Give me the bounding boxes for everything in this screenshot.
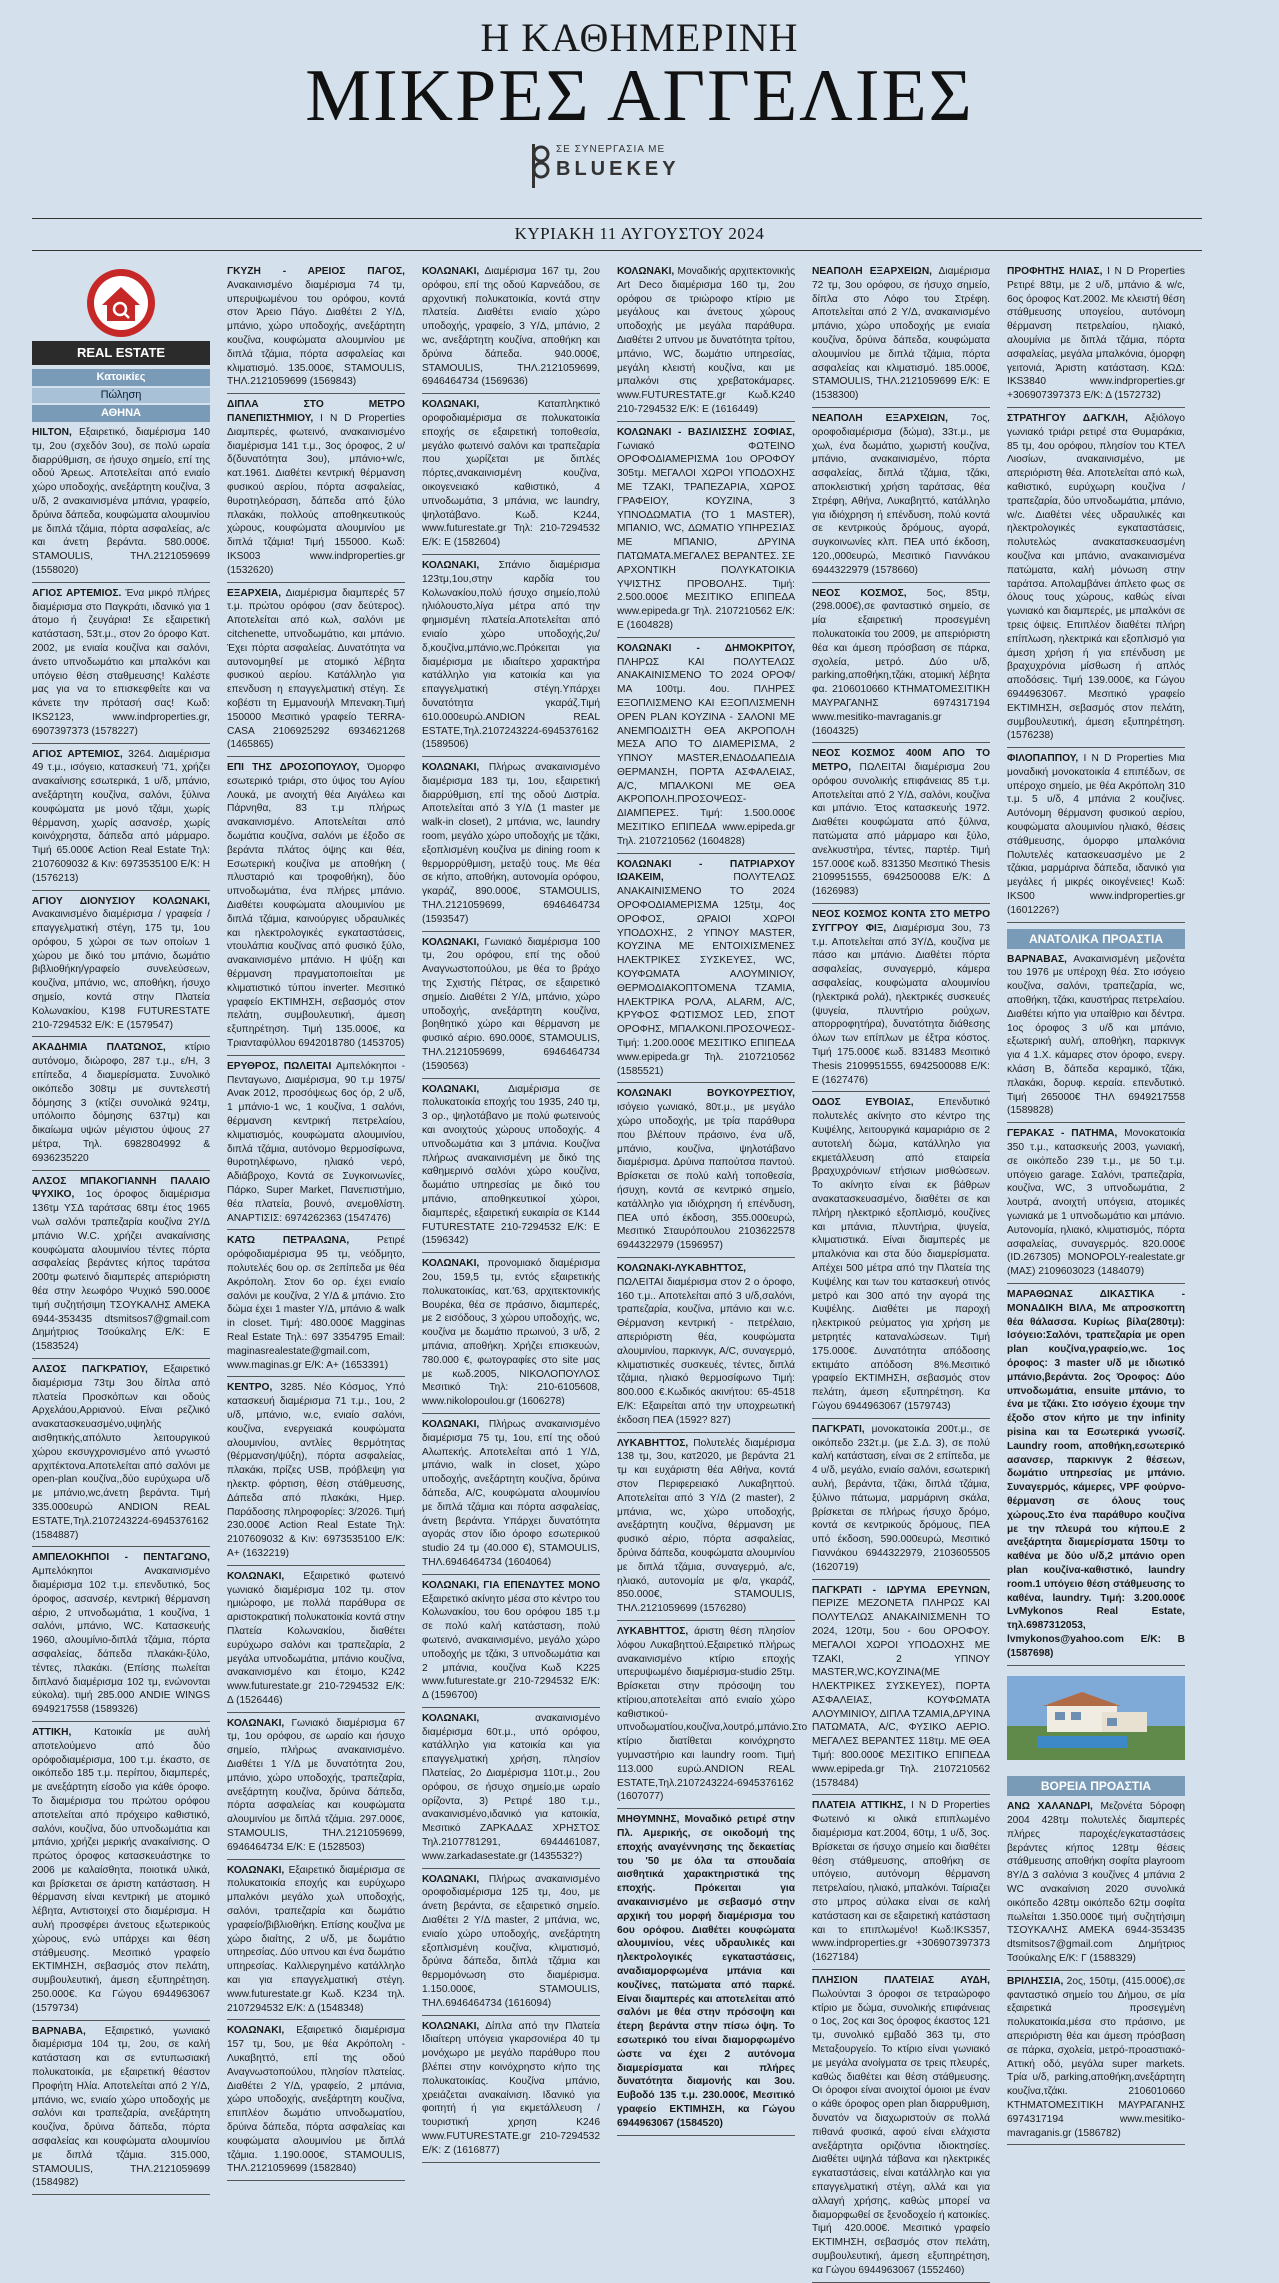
ad-text: Μεζονέτα 5όροφη 2004 428τμ πολυτελές διαμπερές πλήρες παροχές/εγκαταστάσεις βεράντες κήπος 128τμ θέσεις στάθμευσης αποθήκη σοφίτα playroom 8Υ/Δ 3 σαλόνια 3 κουζίνες 4 μπάνια 2 WC ανακαίνιση 2020 συνολικά οικόπεδο 428τμ οικόπεδο 62τμ σοφίτα πωλείται 1.350.000€ τιμή συζητήσιμη ΤΣΟΥΚΑΛΗΣ ΑΜΕΚΑ 6944-353435 dtsmitsos7@gmail.com Δημήτριος Τσούκαλης Ε/Κ: Γ (1588329) <box>1007 1801 1185 1965</box>
ad-text: προνομιακό διαμέρισμα 2ου, 159,5 τμ, εντός εξαιρετικής πολυκατοικίας, κατ.'63, αρχιτεκτονικής Βουρέκα, θέα σε πράσινο, διαμπερές, με 2 εισόδους, 3 χώρου υποδοχής, wc, κουζίνα με δωμάτιο πρωινού, 3 υ/δ, 2 μπάνια, αποθήκη. Χρήζει επισκευών, 780.000 €, φωτογραφίες στο site μας με κωδ.2005, ΝΙΚΟΛΟΠΟΥΛΟΣ Μεσιτικό Τηλ: 210-6105608, www.nikolopoulou.gr (1606278) <box>422 1258 600 1408</box>
ad-location: ΚΟΛΩΝΑΚΙ, ΓΙΑ ΕΠΕΝΔΥΤΕΣ ΜΟΝΟ <box>422 1579 600 1591</box>
ad-location: ΠΡΟΦΗΤΗΣ ΗΛΙΑΣ, <box>1007 266 1103 277</box>
classified-ad <box>812 1974 990 2283</box>
ad-text: ανακαινισμένο διαμέρισμα 60τ.μ., υπό ορόφου, κατάλληλο για κατοικία και για επαγγελματική χρήση, πλησίον Πλατείας, 2ο Διαμέρισμα 110τ.μ., 2ου ορόφου, σε ήσυχο σημείο,με ωραίο ορίζοντα, 3) Ρετιρέ 180 τ.μ., ανακαινισμένο,ιδανικό για κατοικία, Μεσιτικό ΖΑΡΚΑΔΑΣ ΧΡΗΣΤΟΣ Τηλ.2107781291, 6944461087, www.zarkadasestate.gr (1435532?) <box>422 1712 600 1862</box>
ad-text: Μοναδικής αρχιτεκτονικής Art Deco διαμέρισμα 160 τμ, 2ου ορόφου σε τριώροφο κτίριο με μεγάλους και άνετους χώρους υποδοχής με μεγάλα παράθυρα. Διαθέτει 2 υπνου με δυνατότητα τρίτου, μπάνιο, WC, δωμάτιο υπηρεσίας, μεγάλη κλειστή κουζίνα, και με μπαλκόνι στις χρεβατοκάμαρες. www.FUTURESTATE.gr Κωδ.K240 210-7294532 Ε/Κ: Ε (1616449) <box>617 266 795 415</box>
classified-ad <box>812 908 990 1092</box>
ad-text: κτίριο αυτόνομο, διώροφο, 287 τ.μ., ε/Η, 3 επίπεδα, 4 διαμερίσματα. Συνολικό οικόπεδο 308τμ με συντελεστή δόμησης 3 (κτίζει συνολικά 924τμ, υπόλοιπο δόμησης 637τμ) και δικαίωμα υψών μέγιστου ύψους 27 μέτρα, Τηλ. 6982804992 & 6936235220 <box>32 1042 210 1164</box>
ad-location: ΑΜΠΕΛΟΚΗΠΟΙ - ΠΕΝΤΑΓΩΝΟ, <box>32 1552 210 1564</box>
classified-ad <box>32 748 210 891</box>
ad-location: ΚΟΛΩΝΑΚΙ, <box>422 762 480 774</box>
classified-ad <box>422 398 600 555</box>
ad-location: ΚΟΛΩΝΑΚΙ, <box>422 1873 480 1885</box>
ad-location: ΣΤΡΑΤΗΓΟΥ ΔΑΓΚΛΗ, <box>1007 412 1128 424</box>
classified-ad <box>422 1083 600 1254</box>
ad-location: ΟΔΟΣ ΕΥΒΟΙΑΣ, <box>812 1097 914 1109</box>
classified-ad <box>32 1041 210 1170</box>
ad-text: 2ος, 150τμ, (415.000€),σε φανταστικό σημείο του Δήμου, σε μία εξαιρετικά προσεγμένη πολυκατοικία,μέσα στο πράσινο, με απεριόριστη θέα και άμεση πρόσβαση σε πάρκα, σχολεία, μετρό-προαστιακό-Αττική οδό, μεγάλα super markets. Τρία υ/δ, parking,αποθήκη,ανεξάρτητη κουζίνα,τζάκι. 2106010660 ΚΤΗΜΑΤΟΜΕΣΙΤΙΚΗ ΜΑΥΡΑΓΑΝΗΣ 6974317194 www.mesitiko-mavraganis.gr (1586782) <box>1007 1975 1185 2139</box>
classified-ad <box>812 1799 990 1970</box>
ad-text: Όμορφο εσωτερικό τριάρι, στο ύψος του Αγίου Λουκά, με ανοιχτή θέα Αιγάλεω και Πάρνηθα, 83 τ.μ πλήρως ανακαινισμένο. Αποτελείται από δωμάτια κουζίνα, σαλόνι με έξοδο σε βεράντα πλάτος όψης και θέα, Εσωτερική κουζίνα με αποθήκη ( πλυσταριό και τροφοθήκη), δύο υπνοδωμάτια, ένα πλήρες μπάνιο. Διαθέτει κουφώματα αλουμινίου με διπλά τζάμια, καινούργιες υδραυλικές και ηλεκτρολογικές εγκαταστάσεις, ντουλάπια κουζίνας από φυσικό ξύλο, ανακαινισμένο μπάνιο. Η ψύξη και θέρμανση πραγματοποιείται με κλιματιστικό τύπου inverter. Μεσιτικό γραφείο ΕΚΤΙΜΗΣΗ, σεβασμός στον πελάτη, συμβουλευτική, άμεση εξυπηρέτηση. Τιμή 135.000€, κα Τριανταφύλλου 6942018780 (1453705) <box>227 762 405 1050</box>
ad-location: ΚΟΛΩΝΑΚΙ, <box>422 1418 480 1430</box>
classified-ad <box>227 1864 405 2021</box>
classified-ad <box>617 1087 795 1258</box>
ads-column-1 <box>32 265 211 2189</box>
classified-ad <box>812 587 990 744</box>
ad-location: HILTON, <box>32 427 72 438</box>
ad-location: ΚΟΛΩΝΑΚΙ, <box>422 936 480 948</box>
ad-location: ΚΟΛΩΝΑΚΙ, <box>422 1258 480 1270</box>
classified-ad <box>422 1873 600 2016</box>
ad-text: Με απροσκοπτη θέα θάλασσα. Κυρίως βίλα(280τμ): Ισόγειο:Σαλόνι, τραπεζαρία με open plan κουζίνα,γραφείο,wc. 1ος όροφος: 3 master υ/δ με ιδιωτικό μπάνιο,βεράντα. 2ος Όροφος: Δύο υπνοδωμάτια, ensuite μπάνιο, το ένα με τζάκι. Στο ισόγειο έχουμε την έξοδο στον κήπο με την infinity pisina και τα Εσωτερικά γνωσίζ. Laundry room, αποθήκη,εσωτερικό ασανσερ, παρκινγκ 2 θέσεων, δωμάτιο υπηρεσίας με μπάνιο. Συναγερμός, κάμερες, VPF φούρνο-θέρμανση σε όλους τους χώρους.Στο ένα παράθυρο κουζίνα με την πλευρά του κήπου.Ε 2 ανεξάρτητα διαμερίσματα 150τμ το καθένα με δύο υ/δ,2 μπάνιο open plan κουζίνα-καθιστικό, laundry room.1 υπόγειο θέση στάθμευσης το καθένα, laundry. Τιμή: 3.200.000€ LvMykonos Real Estate, τηλ.6987312053, lvmykonos@yahoo.com Ε/Κ: Β (1587698) <box>1007 1302 1185 1659</box>
issue-date: ΚΥΡΙΑΚΗ 11 ΑΥΓΟΥΣΤΟΥ 2024 <box>514 224 765 243</box>
classified-ad <box>227 398 405 582</box>
ads-column-6 <box>1007 265 1185 2139</box>
ad-text: Γωνιακό διαμέρισμα 100 τμ, 2ου ορόφου, επί της οδού Αναγνωστοπούλου, με θέα το βράχο της Σχιστής Πέτρας, σε εξαιρετικό σημείο. Διαθέτει 2 Υ/Δ, μπάνιο, χώρο υποδοχής, ανεξάρτητη κουζίνα, βοηθητικό χώρο και θέρμανση με φυσικό αέριο. 690.000€, STAMOULIS, ΤΗΛ.2121059699, 6946464734 (1590563) <box>422 936 600 1072</box>
ad-text: μονοκατοικία 200τ.μ., σε οικόπεδο 232τ.μ. (με Σ.Δ. 3), σε πολύ καλή κατάσταση, είναι σε 2 επίπεδα, με 4 υ/δ, μεγάλο, ενιαίο σαλόνι, εσωτερική αυλή, βεράντα, τζάκι, διπλά τζάμια, ξύλινο πάτωμα, μαρμάρινη σκάλα, βρίσκεται σε πλήρως ήσυχο δρόμο, κοντά σε κεντρικούς δρόμους, ΠΕΑ υπό έκδοση, 590.000ευρώ, Μεσιτικό Γιαννάκου 6944322979, 2103605505 (1620719) <box>812 1423 990 1573</box>
ad-text: άριστη θέση πλησίον λόφου Λυκαβηττού.Εξαιρετικό πλήρως ανακαινισμένο κτίριο εποχής υπερυψωμένο διαμέρισμα-studio 25τμ. Βρίσκεται στην πρόσοψη του κτίριου,αποτελείται από ενιαίο χώρο καθιστικού-υπνοδωματίου,κουζίνα,λουτρό,μπάνιο.Στο κτίριο διατίθεται κοινόχρηστο γυμναστήριο και laundry room. Τιμή 113.000 ευρώ.ANDION REAL ESTATE,Τηλ.2107243224-6945376162 (1607077) <box>617 1625 808 1803</box>
classified-ad <box>422 559 600 757</box>
ad-text: Ανακαινισμένη μεζονέτα του 1976 με υπέροχη θέα. Στο ισόγειο κουζίνα, σαλόνι, τραπεζαρία, wc, αποθήκη, τζάκι, καυστήρας πετρελαίου. Διαθέτει κήπο για υπαίθριο και δέντρα. 1ος όροφος 3 υ/δ και μπάνιο, εξωτερική αυλή, αποθήκη, παρκινγκ για 4 1.Χ. κάμαρες στον όροφο, ενεργ. κλάση Β, δάπεδα κεραμικό, τζάκι, πλακάκι, δορυφ. κεραία. επενδυτικό. Τιμή 265000€ ΤΗΛ 6949217558 (1589828) <box>1007 953 1185 1117</box>
classified-ad <box>812 747 990 904</box>
ad-text: I N D Properties Φωτεινό κι ολικά επιπλωμένο διαμέρισμα κατ.2004, 60τμ, 1 υ/δ, 3ος. Βρίσκεται σε ήσυχο σημείο και διαθέτει θέση στάθμευσης, αποθήκη σε υπόγειο, αυτόνομη θέρμανση πετρελαίου, ηλιακό, μπαλκόνι. Ταίριαζει στο μπρος αύλακα είναι σε καλή κατάσταση και σε εξαιρετική κατάσταση και το επιπλωμένο! Κωδ:IKS357, www.indproperties.gr +306907397373 (1627184) <box>812 1800 990 1964</box>
classified-ad <box>617 642 795 854</box>
classified-ad <box>32 426 210 583</box>
classified-ad <box>617 858 795 1084</box>
ad-text: Διαμέρισμα σε πολυκατοικία εποχής του 1935, 240 τμ, 3 ορ., ψηλοτάβανο με πολύ φωτεινούς και ανοιχτούς χώρους υποδοχής. 4 υπνοδωμάτια και 3 μπάνια. Κουζίνα πλήρως ανακαινισμένη με δικό της καθημερινό σαλόνι χώρο κουζίνα, δωμάτιο υπηρεσίας με δικό του μπάνιο, αποθηκευτικοί χώροι, διαμπερές, εξαιρετική ευκαιρία σε Κ144 FUTURESTATE 210-7294532 Ε/Κ: Ε (1596342) <box>422 1083 600 1247</box>
ad-text: Αξιόλογο γωνιακό τριάρι ρετιρέ στα Θυμαράκια, 85 τμ, 4ου ορόφου, πλησίον του ΚΤΕΛ Λιοσίων, ανακαινισμένο, με απεριόριστη θέα. Αποτελείται από κωλ, καθιστικό, ευρύχωρη κουζίνα / τραπεζαρία, δύο υπνοδωμάτια, μπάνιο, w/c. Διαθέτει νέες υδραυλικές και ηλεκτρολογικές εγκαταστάσεις, πολυτελώς ανακατασκευασμένη κουζίνα και μπάνιο, ανακαινισμένα πατώματα, καλή μόνωση στην ταράτσα. Απολαμβάνει άπλετο φως σε όλους τους χώρους, καθώς είναι γωνιακό και διαμπερές, με μπαλκόνι σε τρεις όψεις. Επιπλέον διαθέτει πλήρη επίπλωση, ηλεκτρικά και εξοπλισμό για άμεση χρήση ή για επένδυση με βραχυχρόνια μίσθωση ή απλός αποδόσεις. Τιμή 139.000€, κα Γώγου 6944963067. Μεσιτικό γραφείο ΕΚΤΙΜΗΣΗ, σεβασμός στον πελάτη, συμβουλευτική, άμεση εξυπηρέτηση. (1576238) <box>1007 412 1185 742</box>
section-title: ΜΙΚΡΕΣ ΑΓΓΕΛΙΕΣ <box>305 55 974 137</box>
classified-ad <box>1007 412 1185 748</box>
section-label: REAL ESTATE <box>32 341 210 365</box>
ad-location: ΚΟΛΩΝΑΚΙ ΒΟΥΚΟΥΡΕΣΤΙΟΥ, <box>617 1088 795 1100</box>
ad-location: ΝΕΟΣ ΚΟΣΜΟΣ 400Μ ΑΠΟ ΤΟ ΜΕΤΡΟ, <box>812 748 990 774</box>
classified-ad <box>32 1726 210 2021</box>
classified-ad <box>422 936 600 1079</box>
classified-ad <box>227 1060 405 1231</box>
partner-prefix: ΣΕ ΣΥΝΕΡΓΑΣΙΑ ΜΕ <box>556 144 666 155</box>
classified-ad <box>32 587 210 744</box>
ad-location: ΚΟΛΩΝΑΚΙ, <box>227 1717 285 1729</box>
ad-location: ΚΟΛΩΝΑΚΙ, <box>227 1570 285 1582</box>
classified-ad <box>32 1363 210 1547</box>
classified-ad <box>812 1584 990 1796</box>
classified-ad <box>1007 1288 1185 1666</box>
ad-text: Εξαιρετικό διαμέρισμα 157 τμ, 5ου, με θέα Ακρόπολη - Λυκαβηττό, επί της οδού Αναγνωστοπούλου, πλησίον πλατείας. Διαθέτει 2 Υ/Δ, γραφείο, 2 μπάνια, χώρο υποδοχής, ανεξάρτητη κουζίνα, επιπλέον δωμάτιο υπνοδωματίου, δρύινα δάπεδα, πόρτα ασφαλείας και κουφώματα αλουμινίου με διπλά τζάμια. 1.190.000€, STAMOULIS, ΤΗΛ.2121059699 (1582840) <box>227 2025 405 2175</box>
ad-text: 5ος, 85τμ, (298.000€),σε φανταστικό σημείο, σε μία εξαιρετική προσεγμένη πολυκατοικία του 2009, με απεριόριστη θέα και άμεση πρόσβαση σε πάρκα, σχολεία, μετρό. Δύο υ/δ, parking,αποθήκη,τζάκι, ατομική λέβητα φα. 2106010660 ΚΤΗΜΑΤΟΜΕΣΙΤΙΚΗ ΜΑΥΡΑΓΑΝΗΣ 6974317194 www.mesitiko-mavraganis.gr (1604325) <box>812 587 990 737</box>
ad-location: ΠΑΓΚΡΑΤΙ - ΙΔΡΥΜΑ ΕΡΕΥΝΩΝ, <box>812 1584 990 1596</box>
classified-ad <box>617 1262 795 1433</box>
ad-text: ισόγειο γωνιακό, 80τ.μ., με μεγάλο χώρο υποδοχής, με τρία παράθυρα που βλέπουν πράσινο, ένα υ/δ, μπάνιο, κουζίνα, ψηλοτάβανο διαμέρισμα. Δρύινα παπούτσα παντού. Βρίσκεται σε πολύ καλή τοποθεσία, ήσυχη, κοντά σε κεντρικό σημείο, κατάλληλο για ιδιόχρηση ή επένδυση, ΠΕΑ υπό έκδοση, 355.000ευρώ, Μεσιτικό Σταυρόπουλου 2103622578 6944322979 (1596957) <box>617 1102 795 1252</box>
ad-text: Εξαιρετικό, γωνιακό διαμέρισμα 104 τμ, 2ου, σε καλή κατάσταση και σε εντυπωσιακή πολυκατοικία, με εξαιρετική θέαστον Προφήτη Ηλία. Αποτελείται από 2 Υ/Δ, μπάνιο, wc, ενιαίο χώρο υποδοχής με σαλόνι και τραπεζαρία, ανεξάρτητη κουζίνα, δρύινα δάπεδα, πόρτα ασφαλείας και κουφώματα αλουμινίου με διπλά τζάμια. 315.000, STAMOULIS, ΤΗΛ.2121059699 (1584982) <box>32 2025 210 2189</box>
ad-text: Πλήρως ανακαινισμένο οροφοδιαμέρισμα 125 τμ, 4ου, με άνετη βεράντα, σε εξαιρετικό σημείο. Διαθέτει 2 Υ/Δ master, 2 μπάνια, wc, ενιαίο χώρο υποδοχής, ανεξάρτητη εξοπλισμένη κουζίνα, κλιματισμό, δρύινα δάπεδα, διπλά τζάμια και θερμομόνωση στο διαμέρισμα. 1.150.000€, STAMOULIS, ΤΗΛ.6946464734 (1616094) <box>422 1873 600 2009</box>
ad-location: ΝΕΟΣ ΚΟΣΜΟΣ, <box>812 587 907 599</box>
ad-text: Καταπληκτικό οροφοδιαμέρισμα σε πολυκατοικία εποχής σε εξαιρετική τοποθεσία, μεγάλο φωτεινό σαλόνι και τραπεζαρία που χωρίζεται με διπλές πόρτες,ανακαινισμένη κουζίνα, οικογενειακό καθιστικό, 4 υπνοδωμάτια, 3 μπάνια, wc laundry, ψηλοτάβανο. Κωδ. K244, www.futurestate.gr Τηλ: 210-7294532 Ε/Κ: Ε (1582604) <box>422 399 600 549</box>
ad-text: Αμπελόκηποι - Πενταγωνο, Διαμέρισμα, 90 τ.μ 1975/ Ανακ 2012, προσόψεως 6ος όρ, 2 υ/δ, 1 μπάνιο-1 wc, 1 κουζίνα, 1 σαλόνι, θέρμανση κεντρική πετρελαίου, κλιματισμός, κουφώματα αλουμινίου, διπλά τζάμια, αυτόνομο θερμοσίφωνα, θυροτηλέφωνο, ηλιακό νερό, Αδιάβροχο, Κοντά σε Συγκοινωνίες, Πάρκο, Super Market, Πανεπιστήμιο, θέα πλατεία, βουνό, ανεμοθλίστη. ΑΝΑΡΤΙΣΙΣ: 6974262363 (1547476) <box>227 1060 405 1224</box>
classified-ad <box>1007 953 1185 1124</box>
classified-ad <box>227 1717 405 1860</box>
ad-location: ΓΚΥΖΗ - ΑΡΕΙΟΣ ΠΑΓΟΣ, <box>227 266 405 277</box>
classified-ad <box>422 1257 600 1414</box>
ad-text: Κατοικία με αυλή αποτελούμενο από δύο ορόφοδιαμέρισμα, 100 τ.μ. έκαστο, σε οικόπεδο 185 τ.μ. περίπου, διαμπερές, με ανεξάρτητη είσοδο για κάθε όροφο. Το διαμέρισμα του πρώτου ορόφου αποτελείται από πρόχειρο καθιστικό, σαλόνι, κουζίνα, δύο υπνοδωμάτια και μπάνιο, χρήζει μερικής ανακαίνισης. Ο πρώτος όροφος κατασκευάστηκε το 2006 με καλαίσθητα, ποιοτικά υλικά, και βρίσκεται σε άριστη κατάσταση. Η θέρμανση είναι κεντρική με ατομικό λέβητα, Αντιστοιχεί στο διαμέρισμα. Η αυλή προσφέρει άνετους εξωτερικούς χώρους, ενώ υπάρχει και θέση στάθμευσης. Μεσιτικό γραφείο ΕΚΤΙΜΗΣΗ, σεβασμός στον πελάτη, συμβουλευτική, άμεση εξυπηρέτηση. 250.000€. Κα Γώγου 6944963067 (1579734) <box>32 1726 210 2014</box>
classified-ad <box>617 1437 795 1621</box>
classified-ad <box>422 1712 600 1869</box>
ad-text: Ανακαινισμένο διαμέρισμα 74 τμ, υπερυψωμένου του ορόφου, κοντά στον Άρειο Πάγο. Διαθέτει 2 Υ/Δ, μπάνιο, χώρο υποδοχής, ανεξάρτητη κουζίνα, κουφώματα αλουμινίου με διπλά τζάμια, πόρτα ασφαλείας και κλιματισμό. 135.000€, STAMOULIS, ΤΗΛ.2121059699 (1569843) <box>227 279 405 388</box>
villa-photo <box>1007 1676 1185 1760</box>
ad-location: ΝΕΑΠΟΛΗ ΕΞΑΡΧΕΙΩΝ, <box>812 266 933 277</box>
classified-ad <box>32 1551 210 1722</box>
ad-location: ΒΑΡΝΑΒΑΣ, <box>1007 953 1067 965</box>
classified-ad <box>1007 265 1185 408</box>
ad-location: ΝΕΑΠΟΛΗ ΕΞΑΡΧΕΙΩΝ, <box>812 412 948 424</box>
ad-location: ΠΛΗΣΙΟΝ ΠΛΑΤΕΙΑΣ ΑΥΔΗ, <box>812 1975 990 1987</box>
classified-ad <box>32 1175 210 1359</box>
classified-ad <box>422 1418 600 1575</box>
ad-location: ΠΑΓΚΡΑΤΙ, <box>812 1423 865 1435</box>
partner-logo <box>530 142 790 192</box>
ad-location: ΚΕΝΤΡΟ, <box>227 1382 273 1394</box>
real-estate-badge <box>32 265 210 341</box>
classified-ad <box>1007 1975 1185 2146</box>
ad-location: ΛΥΚΑΒΗΤΤΟΣ, <box>617 1437 689 1449</box>
classified-ad <box>812 1423 990 1580</box>
ad-text: Ανακαινισμένο διαμέρισμα / γραφεία / επαγγελματική στέγη, 175 τμ, 1ου ορόφου, 5 χώροι σε των οποίων 1 χώρου με δικό του μπάνιο, δωμάτιο βιβλιοθήκη/γραφείο συνελεύσεων, κουζίνα, μπάνιο, wc, αποθήκη, ήσυχο σημείο, κοντά στην Πλατεία Κολωνακίου, Κ198 FUTURESTATE 210-7294532 Ε/Κ: Ε (1579547) <box>32 909 210 1031</box>
ad-text: Διαμέρισμα 72 τμ, 3ου ορόφου, σε ήσυχο σημείο, δίπλα στο Λόφο του Στρέφη. Αποτελείται από 2 Υ/Δ, ανακαινισμένο μπάνιο, χώρο υποδοχής με ενιαία κουζίνα, δρύινα δάπεδα, κουφώματα αλουμινίου με διπλά τζάμια, πόρτα ασφαλείας και κλιματισμό. 185.000€, STAMOULIS, ΤΗΛ.2121059699 Ε/Κ: Ε (1538300) <box>812 266 990 402</box>
ad-text: Διαμέρισμα 167 τμ, 2ου ορόφου, επί της οδού Καρνεάδου, σε αρχοντική πολυκατοικία, κοντά στην πλατεία. Διαθέτει ενιαίο χώρο υποδοχής, γραφείο, 3 Υ/Δ, μπάνιο, 2 wc, ανεξάρτητη κουζίνα, αποθήκη και δρύινα δάπεδα. 940.000€, STAMOULIS, ΤΗΛ.2121059699, 6946464734 (1569636) <box>422 266 600 388</box>
ad-text: 3285. Νέο Κόσμος, Υπό κατασκευή διαμέρισμα 71 τ.μ., 1ου, 2 υ/δ, μπάνιο, w.c, ενιαίο σαλόνι, κουζίνα, ενεργειακά κουφώματα αλουμινίου, αντλίες θερμότητας (θέρμανση/ψύξη), πόρτα ασφαλείας, πλακάκι, πρίζες USB, πρόβλεψη για ηλεκτρ. φόρτιση, θέση στάθμευσης, Δάπεδα από πλακάκι, Ημερ. Παράδοσης πληροφορίες: 3/2026. Τιμή 230.000€ Action Real Estate Τηλ: 2107609032 & Κιν: 6973535100 Ε/Κ: Α+ (1632219) <box>227 1382 405 1559</box>
ad-location: ΜΑΡΑΘΩΝΑΣ ΔΙΚΑΣΤΙΚΑ - ΜΟΝΑΔΙΚΗ ΒΙΛΑ, <box>1007 1288 1185 1314</box>
classified-ad <box>227 761 405 1056</box>
ad-location: ΦΙΛΟΠΑΠΠΟΥ, <box>1007 753 1079 765</box>
ad-location: ΑΓΙΟΥ ΔΙΟΝΥΣΙΟΥ ΚΟΛΩΝΑΚΙ, <box>32 895 210 907</box>
subcategory-label: Πώληση <box>32 388 210 403</box>
ad-text: ΠΕΡΙΖΕ ΜΕΖΟΝΕΤΑ ΠΛΗΡΩΣ ΚΑΙ ΠΟΛΥΤΕΛΩΣ ΑΝΑΚΑΙΝΙΣΜΕΝΗ ΤΟ 2024, 120τμ, 5ου - 6ου ΟΡΟΦΟΥ. ΜΕΓΑΛΟΙ ΧΩΡΟΙ ΥΠΟΔΟΧΗΣ ΜΕ ΤΖΑΚΙ, 2 ΥΠΝΟΥ MASTER,WC,ΚΟΥΖΙΝΑ(ΜΕ ΗΛΕΚΤΡΙΚΕΣ ΣΥΣΚΕΥΕΣ), ΠΟΡΤΑ ΑΣΦΑΛΕΙΑΣ, ΚΟΥΦΩΜΑΤΑ ΑΛΟΥΜΙΝΙΟΥ, ΔΙΠΛΑ ΤΖΑΜΙΑ,ΔΡΥΙΝΑ ΠΑΤΩΜΑΤΑ, A/C, ΦΥΣΙΚΟ ΑΕΡΙΟ. ΜΕΓΑΛΕΣ ΒΕΡΑΝΤΕΣ 118τμ. ΜΕ ΘΕΑ Τιμή: 800.000€ ΜΕΣΙΤΙΚΟ ΕΠΙΠΕΔΑ www.epipeda.gr Τηλ. 2107210562 (1578484) <box>812 1598 990 1789</box>
partner-name: BLUEKEY <box>556 158 680 180</box>
ad-location: ΕΡΥΘΡΟΣ, ΠΩΛΕΙΤΑΙ <box>227 1060 332 1072</box>
ad-text: ΠΩΛΕΙΤΑΙ διαμέρισμα στον 2 ο όροφο, 160 τ.μ.. Αποτελείται από 3 υ/δ,σαλόνι, τραπεζαρία, κουζίνα, μπάνιο και w.c. Θέρμανση κεντρική - πετρέλαιο, απεριόριστη θέα, κουφώματα αλουμινίου, παρκινγκ, Α/C, συναγερμό, κλιματιστικές συσκευές, τέντες, διπλά τζάμια, ηλιακό θερμοσίφωνο Τιμή: 800.000 €.Κωδικός ακινήτου: 65-4518 Ε/Κ: Εξαιρείται από την υποχρεωτική έκδοση ΠΕΑ (1592? 827) <box>617 1276 795 1426</box>
ad-text: Ρετιρέ ορόφοδιαμέρισμα 95 τμ, νεόδμητο, πολυτελές 6ου ορ. σε 2επίπεδα με θέα Ακρόπολη. Στον 6ο ορ. έχει ενιαίο σαλόνι με κουζίνα, 2 Υ/Δ & μπάνιο. Στο δώμα έχει 1 master Υ/Δ, μπάνιο & walk in closet. Τιμή: 480.000€ Magginas Real Estate Τηλ.: 697 3354795 Email: maginasrealestate@gmail.com, www.maginas.gr Ε/Κ: Α+ (1653391) <box>227 1235 406 1371</box>
ad-text: 7ος, οροφοδιαμέρισμα (δώμα), 33τ.μ., με χωλ, ένα δωμάτιο, χωριστή κουζίνα, μπάνιο, ανακαινισμένο, πόρτα ασφαλείας, διπλά τζάμια, τζάκι, αποκλειστική χρήση ταράτσας, θέα Στρέφη, Αθήνα, Λυκαβηττό, κατάλληλο για ιδιόχρηση ή επένδυση, πολύ κοντά σε κεντρικούς δρόμους, αγορά, συγκοινωνίες κλπ. ΠΕΑ υπό έκδοση, 120.,000ευρώ, Μεσιτικό Γιαννάκου 6944322979 (1578660) <box>812 412 990 576</box>
classified-ad <box>227 265 405 394</box>
house-search-icon <box>32 265 210 341</box>
ad-location: ΚΟΛΩΝΑΚΙ, <box>227 2025 285 2037</box>
ad-location: ΕΞΑΡΧΕΙΑ, <box>227 587 282 599</box>
classified-ad <box>617 265 795 422</box>
ad-text: ΠΛΗΡΩΣ ΚΑΙ ΠΟΛΥΤΕΛΩΣ ΑΝΑΚΑΙΝΙΣΜΕΝΟ ΤΟ 2024 ΟΡΟΦ/ΜΑ 100τμ. 4ου. ΠΛΗΡΕΣ ΕΞΟΠΛΙΣΜΕΝΟ ΚΑΙ ΕΞΟΠΛΙΣΜΕΝΗ OPEN PLAN ΚΟΥΖΙΝΑ - ΣΑΛΟΝΙ ΜΕ ΑΝΕΜΠΟΔΙΣΤΗ ΘΕΑ ΑΚΡΟΠΟΛΗ ΜΕΣΑ ΑΠΟ ΤΟ ΔΙΑΜΕΡΙΣΜΑ, 2 ΥΠΝΟΥ MASTER,ΕΝΔΟΔΑΠΕΔΙΑ ΘΕΡΜΑΝΣΗ, ΠΟΡΤΑ ΑΣΦΑΛΕΙΑΣ, A/C, ΜΠΑΛΚΟΝΙ ΜΕ ΘΕΑ ΑΚΡΟΠΟΛΗ.ΠΡΟΣΟΨΕΩΣ-ΔΙΑΜΠΕΡΕΣ. Τιμή: 1.500.000€ ΜΕΣΙΤΙΚΟ ΕΠΙΠΕΔΑ www.epipeda.gr Τηλ. 2107210562 (1604828) <box>617 656 795 847</box>
classified-ad <box>227 587 405 758</box>
ad-text: Εξαιρετικό διαμέρισμα σε πολυκατοικία εποχής και ευρύχωρο μπαλκόνι μεγάλο χωλ υποδοχής, σαλόνι, τραπεζαρία και δωμάτιο γραφείο/βιβλιοθήκη. Επίσης κουζίνα με χώρο διαίτης, 2 υ/δ, με δωμάτιο υπηρεσίας. Δύο υπνου και ένα δωμάτιο υπηρεσίας. Καλλιεργημένο κατάλληλο και για επαγγελματική στέγη. www.futurestate.gr Κωδ. K234 τηλ. 2107294532 Ε/Κ: Δ (1548348) <box>227 1864 405 2014</box>
ad-text: I N D Properties Ρετιρέ 88τμ, με 2 υ/δ, μπάνιο & w/c, 6ος όροφος Κατ.2002. Με κλειστή θέση στάθμευσης υπογείου, αυτόνομη θέρμανση πετρελαίου, ηλιακό, αλουμίνια με διπλά τζάμια, πόρτα ασφαλείας, μεγάλα μπαλκόνια, όμορφη γειτονιά, Άριστη κατάσταση. ΚΩΔ: IKS3840 www.indproperties.gr +306907397373 Ε/Κ: Δ (1572732) <box>1007 266 1185 402</box>
classified-ad <box>812 412 990 583</box>
classified-ad <box>1007 1127 1185 1284</box>
ad-text: I N D Properties Μια μοναδική μονοκατοικία 4 επιπέδων, σε υπέροχο σημείο, με θέα Ακρόπολη 310 τ.μ. 5 υ/δ, 4 μπάνια 2 κουζίνες. Αυτόνομη θέρμανση φυσικού αερίου, κουφώματα αλουμινίου ηλιακό, θέσεις στάθμευσης, όμορφο μπαλκόνια Πολυτελές κατασκευασμένο με 2 τζάκια, μαρμάρινα δάπεδα, ιδανικό για μεγάλες ή μικρές οικογένειες! Κωδ: IKS00 www.indproperties.gr (1601226?) <box>1007 753 1185 916</box>
classified-ad <box>422 2020 600 2163</box>
classified-ad <box>812 265 990 408</box>
ad-text: I N D Properties Διαμπερές, φωτεινό, ανακαινισμένο διαμέρισμα 141 τ.μ., 3ος όροφος, 2 υ/δ(δυνατότητα 3ου), μπάνιο+w/c, κατ.1961. Διαθέτει κεντρική θέρμανση φυσικού αερίου, πόρτα ασφαλείας, θυροτηλεόραση, δάπεδα από ξύλο πλακάκι, πολλούς αποθηκευτικούς χώρους, κουφώματα αλουμινίου με διπλά τζάμια! Τιμή 155000. Κωδ: IKS003 www.indproperties.gr (1532620) <box>227 412 405 576</box>
ad-text: Πλήρως ανακαινισμένο διαμέρισμα 183 τμ, 1ου, εξαιρετική διαρρύθμιση, επί της οδού Διστρία. Αποτελείται από 3 Υ/Δ (1 master με walk-in closet), 2 μπάνια, wc, laundry room, μεγάλο χώρο υποδοχής με τζάκι, εξοπλισμένη κουζίνα με dining room κ θερμορρύθμιση, μεταξύ τους. Με θέα σε κήπο, αποθήκη, αυτονομία ορόφου, γκαράζ, 890.000€, STAMOULIS, ΤΗΛ.2121059699, 6946464734 (1593547) <box>422 762 600 925</box>
newspaper-brand: Η ΚΑΘΗΜΕΡΙΝΗ <box>480 15 799 60</box>
ad-location: ΚΟΛΩΝΑΚΙ, <box>422 1083 480 1095</box>
ads-column-5 <box>812 265 991 2276</box>
ad-location: ΔΙΠΛΑ ΣΤΟ ΜΕΤΡΟ ΠΑΝΕΠΙΣΤΗΜΙΟΥ, <box>227 399 405 424</box>
ad-location: ΓΕΡΑΚΑΣ - ΠΑΤΗΜΑ, <box>1007 1128 1118 1140</box>
ad-location: ΑΝΩ ΧΑΛΑΝΔΡΙ, <box>1007 1801 1093 1813</box>
ad-location: ΚΟΛΩΝΑΚΙ, <box>227 1864 285 1876</box>
ad-location: ΚΟΛΩΝΑΚΙ, <box>422 1712 480 1724</box>
ad-location: ΑΛΣΟΣ ΜΠΑΚΟΓΙΑΝΝΗ ΠΑΛΑΙΟ ΨΥΧΙΚΟ, <box>32 1175 210 1201</box>
ad-text: Γωνιακό ΦΩΤΕΙΝΟ ΟΡΟΦΟΔΙΑΜΕΡΙΣΜΑ 1ου ΟΡΟΦΟΥ 305τμ. ΜΕΓΑΛΟΙ ΧΩΡΟΙ ΥΠΟΔΟΧΗΣ ΜΕ ΤΖΑΚΙ, ΤΡΑΠΕΖΑΡΙΑ, ΧΩΡΟΣ ΓΡΑΦΕΙΟΥ, ΚΟΥΖΙΝΑ, 3 ΥΠΝΟΔΩΜΑΤΙΑ (ΤΟ 1 MASTER), ΜΠΑΝΙΟ, WC, ΔΩΜΑΤΙΟ ΥΠΗΡΕΣΙΑΣ ΜΕ ΜΠΑΝΙΟ, ΔΡΥΙΝΑ ΠΑΤΩΜΑΤΑ.ΜΕΓΑΛΕΣ ΒΕΡΑΝΤΕΣ. ΣΕ ΑΡΧΟΝΤΙΚΗ ΠΟΛΥΚΑΤΟΙΚΙΑ ΥΨΙΣΤΗΣ ΠΡΟΒΟΛΗΣ. Τιμή: 2.500.000€ ΜΕΣΙΤΙΚΟ ΕΠΙΠΕΔΑ www.epipeda.gr Τηλ. 2107210562 Ε/Κ: Ε (1604828) <box>617 440 795 631</box>
classified-ad <box>1007 752 1185 923</box>
ad-text: Επενδυτικό πολυτελές ακίνητο στο κέντρο της Κυψέλης, λειτουργικά καμαριάριο σε 2 αυτοτελή δώμα, κατάλληλο για εκμετάλλευση από εταιρεία βραχυχρόνιων/ ετήσιων μισθώσεων. Το ακίνητο είναι εκ βάθρων ανακατασκευασμένο, διαθέτει σε και πλήρη ηλεκτρικό εξοπλισμό, κουζίνες και μπάνια, πλυντήρια, ψυγεία, κλιματιστικά. Είναι διαμπερές με μπαλκόνια και στα δύο διαμερίσματα. Απέχει 500 μέτρα από την Πλατεία της Κυψέλης και των του κατασκευή οτινός μετρό και 300 από την αγορά της Κυψέλης. Διαθέτει με παροχή ηλεκτρικού ρεύματος για χρήση με μετρητές καταναλώσεων. Τιμή 175.000€. Δυνατότητα απόδοσης εκτιμάτο απόδοση 8%.Μεσιτικό γραφείο ΕΚΤΙΜΗΣΗ, σεβασμός στον πελάτη, άμεση εξυπηρέτηση. Κα Γώγου 6944963067 (1579743) <box>812 1097 990 1412</box>
ad-text: Πλήρως ανακαινισμένο διαμέρισμα 75 τμ, 1ου, επί της οδού Αλωπεκής. Αποτελείται από 1 Υ/Δ, μπάνιο, walk in closet, χώρο υποδοχής, ανεξάρτητη κουζίνα, δρύινα δάπεδα, Α/C, κουφώματα αλουμινίου με διπλά τζάμια και πόρτα ασφαλείας, άνετη βεράντα. Υπάρχει δυνατότητα αγοράς στον ίδιο όροφο εσωτερικού studio 24 τμ (40.000 €), STAMOULIS, ΤΗΛ.6946464734 (1604064) <box>422 1418 600 1568</box>
classified-ad <box>32 895 210 1038</box>
ad-location: ΜΗΘΥΜΝΗΣ, <box>617 1814 680 1826</box>
region-heading: ΒΟΡΕΙΑ ΠΡΟΑΣΤΙΑ <box>1007 1776 1185 1796</box>
ad-location: ΝΕΟΣ ΚΟΣΜΟΣ ΚΟΝΤΑ ΣΤΟ ΜΕΤΡΟ ΣΥΓΓΡΟΥ ΦΙΞ, <box>812 909 990 934</box>
ad-location: ΚΟΛΩΝΑΚΙ, <box>422 399 480 411</box>
classified-ad <box>1007 1800 1185 1971</box>
classified-ad <box>422 761 600 932</box>
ad-location: ΑΓΙΟΣ ΑΡΤΕΜΙΟΣ. <box>32 587 122 599</box>
ad-text: 1ος όροφος διαμέρισμα 136τμ ΥΣΔ ταράτσας 68τμ έτος 1965 νωλ σαλόνι τραπεζαρία κουζίνα 2Υ/Δ μπάνιο W.C. χρήζει ανακαίνισης κουφώματα αλουμινίου τέντες πόρτα ασφαλείας βεράντες κήπος ταράτσα 200τμ φωτεινό διαμπερές απεριόριστη θέα στην λεωφόρο Ψυχικό 590.000€ τιμή συζητήσιμη ΤΣΟΥΚΑΛΗΣ ΑΜΕΚΑ 6944-353435 dtsmitsos7@gmail.com Δημήτριος Τσούκαλης Ε/Κ: Ε (1583524) <box>32 1189 210 1353</box>
classified-ad <box>227 1381 405 1565</box>
ad-text: Διαμέρισμα 3ου, 73 τ.μ. Αποτελείται από 3Υ/Δ, κουζίνα με πάσο και μπάνιο. Διαθέτει πόρτα ασφαλείας, συναγερμό, κάμερα ασφαλείας, κουφώματα αλουμινίου (ηλεκτρικά ρολά), ηλεκτρικές συσκευές (ψυγεία, πλυντήριο ρούχων, απορροφητήρα), δυνατότητα διάθεσης όλων των επίπλων με έξτρα κόστος. Τιμή 175.000€ κωδ. 831483 Μεσιτικό Thesis 2109951555, 6942500088 Ε/Κ: Ε (1627476) <box>812 922 991 1086</box>
ads-column-3 <box>422 265 600 2156</box>
ad-text: Αμπελόκηποι Ανακαινισμένο διαμέρισμα 102 τ.μ. επενδυτικό, 5ος όροφος, ασανσέρ, κεντρική θέρμανση αέριο, 2 υπνοδωμάτια, 1 κουζίνα, 1 σαλόνι, μπάνιο, WC. Κατασκευής 1960, αλουμίνιο-διπλά τζάμια, πόρτα ασφαλείας, δάπεδα πλακάκι-ξύλο, τέντες, πλακάκι. (Επίσης πωλείται διπλανό διαμέρισμα 102 τμ, ενώνονται εύκολα). τιμή 285.000 ANDIE WINGS 6949217558 (1589326) <box>32 1566 210 1716</box>
ad-location: ΑΤΤΙΚΗ, <box>32 1726 72 1738</box>
ad-location: ΚΟΛΩΝΑΚΙ, <box>617 266 675 277</box>
classified-ad <box>422 265 600 394</box>
ad-text: Διαμέρισμα διαμπερές 57 τ.μ. πρώτου ορόφου (σαν δεύτερος). Αποτελείται από κωλ, σαλόνι με citchenette, υπνοδωμάτιο, και μπάνιο. Έχει πόρτα ασφαλείας. Δυνατότητα να αυτονομηθεί με ατομικό λέβητα φυσικού αερίου. Κατάλληλο για επενδυση η επαγγελματική στέγη. Σε κοβέστι τη Εμμανουήλ Μπενακη.Τιμή 150000 Μεσιτικό γραφείο TERRA-CASA 2106925292 6934621268 (1465865) <box>227 587 405 751</box>
ads-column-4 <box>617 265 808 2129</box>
ad-location: ΒΡΙΛΗΣΣΙΑ, <box>1007 1975 1064 1987</box>
ad-location: ΚΟΛΩΝΑΚΙ, <box>422 266 480 277</box>
ad-text: Γωνιακό διαμέρισμα 67 τμ, 1ου ορόφου, σε ωραίο και ήσυχο σημείο, πλήρως ανακαινισμένο. Διαθέτει 1 Υ/Δ με δυνατότητα 2ου, μπάνιο, χώρο υποδοχής, τραπεζαρία, ανεξάρτητη κουζίνα, δρύινα δάπεδα, πόρτα ασφαλείας και κουφώματα αλουμινίου με διπλά τζάμια. 297.000€, STAMOULIS, ΤΗΛ.2121059699, 6946464734 Ε/Κ: Ε (1528503) <box>227 1717 405 1853</box>
ad-text: Δίπλα από την Πλατεία Ιδιαίτερη υπόγεια γκαρσονιέρα 40 τμ μονόχωρο με μεγάλο παράθυρο που βλέπει στην κοινόχρηστο κήπο της πολυκατοικίας. Κουζίνα μπάνιο, χρειάζεται ανακαίνιση. Ιδανικό για φοιτητή ή για εκμετάλλευση / τουριστική χρηση K246 www.FUTURESTATE.gr 210-7294532 Ε/Κ: Ζ (1616877) <box>422 2020 600 2156</box>
classified-ad <box>422 1579 600 1708</box>
ads-column-2 <box>227 265 406 2175</box>
ad-location: ΑΚΑΔΗΜΙΑ ΠΛΑΤΩΝΟΣ, <box>32 1042 166 1054</box>
ad-text: Εξαιρετικό φωτεινό γωνιακό διαμέρισμα 102 τμ. στον ημιώροφο, με πολλά παράθυρα σε αριστοκρατική πολυκατοικία κοντά στην Πλατεία Κολωνακίου, διαθέτει ευρύχωρο σαλόνι και τραπεζαρία, 2 μεγάλα υπνοδωμάτια, μπάνιο κουζίνα, ανακαινισμένο και έτοιμο, K242 www.futurestate.gr 210-7294532 Ε/Κ: Δ (1526446) <box>227 1570 405 1706</box>
classified-ad <box>617 1625 808 1809</box>
region-label: ΑΘΗΝΑ <box>32 405 210 422</box>
ad-location: ΚΑΤΩ ΠΕΤΡΑΛΩΝΑ, <box>227 1235 350 1247</box>
classified-ad <box>227 2024 405 2181</box>
ad-text: Μονοκατοικία 350 τ.μ., κατασκευής 2003, γωνιακή, σε οικόπεδο 239 τ.μ., με 50 τ.μ. υπόγειο garage. Σαλόνι, τραπεζαρία, κουζίνα, WC, 3 υπνοδωμάτια, 2 λουτρά, ανοιχτή υπόγεια, ατομικές γωνιακά με 1 υπνοδωμάτιο και μπάνιο. Αυτονομία, ηλιακό, κλιματισμός, πόρτα ασφαλείας, συναγερμός. 820.000€ (ID.267305) MONOPOLY-realestate.gr (ΜΑΣ) 2109603023 (1484079) <box>1007 1128 1185 1278</box>
classified-ad <box>617 426 795 638</box>
classified-ad <box>617 1813 795 2135</box>
ad-location: ΚΟΛΩΝΑΚΙ-ΛΥΚΑΒΗΤΤΟΣ, <box>617 1262 747 1274</box>
ad-text: Εξαιρετικό, διαμέρισμα 140 τμ, 2ου (σχεδόν 3ου), σε πολύ ωραία διαρρύθμιση, σε ήσυχο σημείο, επί της οδού Άρεως. Αποτελείται από ενιαίο χώρο υποδοχής, ανεξάρτητη κουζίνα, 3 υ/δ, 2 ανακαινισμένα μπάνια, γραφείο, δρύινα δάπεδα, κουφώματα αλουμινίου με διπλά τζάμια, πόρτα ασφαλείας, a/c και άνετη βεράντα. 580.000€. STAMOULIS, ΤΗΛ.2121059699 (1558020) <box>32 427 210 576</box>
classified-ad <box>812 1096 990 1418</box>
ad-location: ΚΟΛΩΝΑΚΙ, <box>422 559 480 571</box>
ad-text: Ένα μικρό πλήρες διαμέρισμα στο Παγκράτι, ιδανικό για 1 άτομο ή ζευγάρια! Σε εξαιρετική κατάσταση, 53τ.μ., στον 2ο όροφο Κατ. 2002, με ενιαία κουζίνα και σαλόνι, άνετο υπνοδωμάτιο και μπαλκόνι και υπόγειο θέση σταθμευσης! Καλέστε μας για να το επισκεφθείτε και να κάνετε την πρότασή σας! Κωδ: IKS2123, www.indproperties.gr, 6907397373 (1578227) <box>32 587 211 737</box>
classified-ad <box>227 1570 405 1713</box>
ad-text: Εξαιρετικό ακίνητο μέσα στο κέντρο του Κολωνακίου, του 6ου ορόφου 185 τ.μ σε πολύ καλή κατάσταση, πολύ φωτεινό, ανακαινισμένο, μεγάλο χώρο υποδοχής με τζάκι, 3 υπνοδωμάτια και 2 μπάνια, κουζίνα Κωδ K225 www.futurestate.gr 210-7294532 Ε/Κ: Δ (1596700) <box>422 1593 600 1702</box>
ad-location: ΛΥΚΑΒΗΤΤΟΣ, <box>617 1625 689 1637</box>
ad-text: Πολυτελές διαμέρισμα 138 τμ, 3ου, κατ2020, με βεράντα 21 τμ και ευχάριστη θέα Αθήνα, κοντά στον Περιφερειακό Λυκαβηττού. Αποτελείται από 3 Υ/Δ (2 master), 2 μπάνια, wc, χώρο υποδοχής, ανεξάρτητη κουζίνα, θέρμανση με φυσικό αέριο, πόρτα ασφαλείας, δρύινα δάπεδα, κουφώματα αλουμινίου με διπλά τζάμια, συναγερμό, a/c, ηλιακό, αυτονομία με φ/α, γκαράζ, 850.000€, STAMOULIS, ΤΗΛ.2121059699 (1576280) <box>617 1437 795 1615</box>
ad-location: ΕΠΙ ΤΗΣ ΔΡΟΣΟΠΟΥΛΟΥ, <box>227 762 360 774</box>
ad-text: ΠΩΛΕΙΤΑΙ διαμέρισμα 2ου ορόφου συνολικής επιφάνειας 85 τ.μ. Αποτελείται από 2 Υ/Δ, σαλόνι, κουζίνα και μπάνιο. Έτος κατασκευής 1972. Διαθέτει κουφώματα από ξύλινα, πατώματα από μάρμαρο και ξύλο, ανελκυστήρα, τέντες, παρτέρ. Τιμή 157.000€ κωδ. 831350 Μεσιτικό Thesis 2109951555, 6942500088 Ε/Κ: Δ (1626983) <box>812 762 990 898</box>
ad-location: ΠΛΑΤΕΙΑ ΑΤΤΙΚΗΣ, <box>812 1800 906 1812</box>
ad-text: Πωλούνται 3 όροφοι σε τετραώροφο κτίριο με δώμα, συνολικής επιφάνειας ο 1ος, 2ος και 3ος όροφος έκαστος 121 τμ, συνολικό εμβαδό 363 τμ, στο Μεταξουργείο. Το κτίριο είναι γωνιακό με μεγάλα ανοίγματα σε τρεις πλευρές, καθώς διαθέτει και θέση στάθμευσης. Οι όροφοι είναι ανοιχτοί όμοιοι με έναν ο κάθε όροφος open plan διαρρυθμιση, δυνατόν να διαχωριστούν σε πολλά πιθανά φυσικά, αφού είναι ελάχιστα ανεξάρτητα οριζόντια ιδιοκτησίες. Διαθέτει υψηλά τάβανα και ηλεκτρικές εγκαταστάσεις, είναι κατάλληλο και για επαγγελματική στέγη, αλλά και για αλλαγή χρήσης, καθώς μπορεί να διαμορφωθεί σε ξενοδοχείο ή κατοικίες. Τιμή 420.000€. Μεσιτικό γραφείο ΕΚΤΙΜΗΣΗ, σεβασμός στον πελάτη, συμβουλευτική, άμεση εξυπηρέτηση, κα Γώγου 6944963067 (1552460) <box>812 1988 990 2276</box>
divider <box>32 218 1202 219</box>
ad-text: Μοναδικό ρετιρέ στην Πλ. Αμερικής, σε οικοδομή της εποχής αναγέννησης της δεκαετίας του '50 με όλα τα σπουδαία αισθητικά χαρακτηριστικά της εποχής. Πρόκειται για ανακαινισμένο με σεβασμό στην αρχική του μορφή διαμέρισμα του 6ου ορόφου. Διαθέτει κουφώματα αλουμινίου, νέες υδραυλικές και ηλεκτρολογικές εγκαταστάσεις, αναδιαμορφωμένα μπάνια και κουζίνες, πατώματα από παρκέ. Είναι διαμπερές και αποτελείται από σαλόνι με θέα στην πρόσοψη και έτερη βεράντα στην πίσω όψη. Το εσωτερικό του είναι διαμορφωμένο ώστε να έχει 2 αυτόνομα διαμερίσματα και πλήρες δυνατότητα διαμονής και 3ου. Ευβοδό 135 τ.μ. 230.000€, Μεσιτικό γραφείο ΕΚΤΙΜΗΣΗ, κα Γώγου 6944963067 (1584520) <box>617 1814 795 2129</box>
ad-location: ΚΟΛΩΝΑΚΙ - ΒΑΣΙΛΙΣΣΗΣ ΣΟΦΙΑΣ, <box>617 426 795 438</box>
ad-location: ΒΑΡΝΑΒΑ, <box>32 2025 86 2037</box>
ad-text: Σπάνιο διαμέρισμα 123τμ,1ου,στην καρδία του Κολωνακίου,πολύ ήσυχο σημείο,πολύ ηλιόλουστο,λίγα μέτρα από την φημισμένη πλατεία.Αποτελείται από ενιαίο χώρο υποδοχής,2υ/δ,κουζίνα,μπάνιο,wc.Πρόκειται για διαμέρισμα με ιδιαίτερο χαρακτήρα κατάλληλο για κατοικία και για επαγγελματική στέγη.Υπάρχει δυνατότητα γκαράζ.Τιμή 610.000ευρώ.ANDION REAL ESTATE,Τηλ.2107243224-6945376162 (1589506) <box>422 559 600 751</box>
classified-ad <box>32 2025 210 2196</box>
ad-text: ΠΟΛΥΤΕΛΩΣ ΑΝΑΚΑΙΝΙΣΜΕΝΟ ΤΟ 2024 ΟΡΟΦΟΔΙΑΜΕΡΙΣΜΑ 125τμ, 4ος ΟΡΟΦΟΣ, ΩΡΑΙΟΙ ΧΩΡΟΙ ΥΠΟΔΟΧΗΣ, 2 ΥΠΝΟΥ MASTER, ΚΟΥΖΙΝΑ ΜΕ ΕΝΤΟΙΧΙΣΜΕΝΕΣ ΗΛΕΚΤΡΙΚΕΣ ΣΥΣΚΕΥΕΣ, WC, ΚΟΥΦΩΜΑΤΑ ΑΛΟΥΜΙΝΙΟΥ, ΘΕΡΜΟΔΙΑΚΟΠΤΟΜΕΝΑ ΤΖΑΜΙΑ, ΗΛΕΚΤΡΙΚΑ ΡΟΛΑ, ALARM, A/C, ΚΡΥΦΟΣ ΦΩΤΙΣΜΟΣ LED, ΣΠΟΤ ΟΡΟΦΗΣ, ΜΠΑΛΚΟΝΙ.ΠΡΟΣΟΨΕΩΣ-Τιμή: 1.200.000€ ΜΕΣΙΤΙΚΟ ΕΠΙΠΕΔΑ www.epipeda.gr Τηλ. 2107210562 (1585521) <box>617 872 795 1077</box>
classified-ad <box>227 1234 405 1377</box>
divider <box>32 250 1202 251</box>
ad-location: ΚΟΛΩΝΑΚΙ - ΠΑΤΡΙΑΡΧΟΥ ΙΩΑΚΕΙΜ, <box>617 858 795 884</box>
ad-text: Εξαιρετικό διαμέρισμα 73τμ 3ου δίπλα από πλατεία Προσκόπων και οδούς Αρχελάου,Αρριανού. Είναι ρεζλικό ανακατασκευασμένο,υψηλής αισθητικής,απόλυτο λειτουργικού χώρου εκσυγχρονισμένο από γνωστό αρχιτέκτονα.Αποτελείται από σαλόνι με open-plan κουζίνα,,δύο ευρύχωρα υ/δ με μπάνιο,wc,άνετη βεράντα. Τιμή 335.000ευρώ ANDION REAL ESTATE,Τηλ.2107243224-6945376162 (1584887) <box>32 1364 210 1541</box>
masthead <box>0 0 1279 243</box>
ad-location: ΚΟΛΩΝΑΚΙ, <box>422 2020 480 2032</box>
region-heading: ΑΝΑΤΟΛΙΚΑ ΠΡΟΑΣΤΙΑ <box>1007 929 1185 949</box>
ad-location: ΚΟΛΩΝΑΚΙ - ΔΗΜΟΚΡΙΤΟΥ, <box>617 642 795 654</box>
ad-location: ΑΓΙΟΣ ΑΡΤΕΜΙΟΣ, <box>32 748 123 760</box>
ad-location: ΑΛΣΟΣ ΠΑΓΚΡΑΤΙΟΥ, <box>32 1364 148 1375</box>
bluekey-logo-icon <box>530 142 550 190</box>
ad-text: 3264. Διαμέρισμα 49 τ.μ., ισόγειο, κατασκευή '71, χρήζει ανακαίνισης εσωτερικά, 1 υ/δ, μπάνιο, ανεξάρτητη κουζίνα, σαλόνι, ξύλινα κουφώματα με μονό τζάμι, χωρίς θέρμανση, χωρίς ασανσέρ, χωρίς κοινόχρηστα, δάπεδα από μάρμαρο. Τιμή 65.000€ Action Real Estate Τηλ: 2107609032 & Κιν: 6973535100 Ε/Κ: Η (1576213) <box>32 748 210 884</box>
category-label: Κατοικίες <box>32 369 210 386</box>
